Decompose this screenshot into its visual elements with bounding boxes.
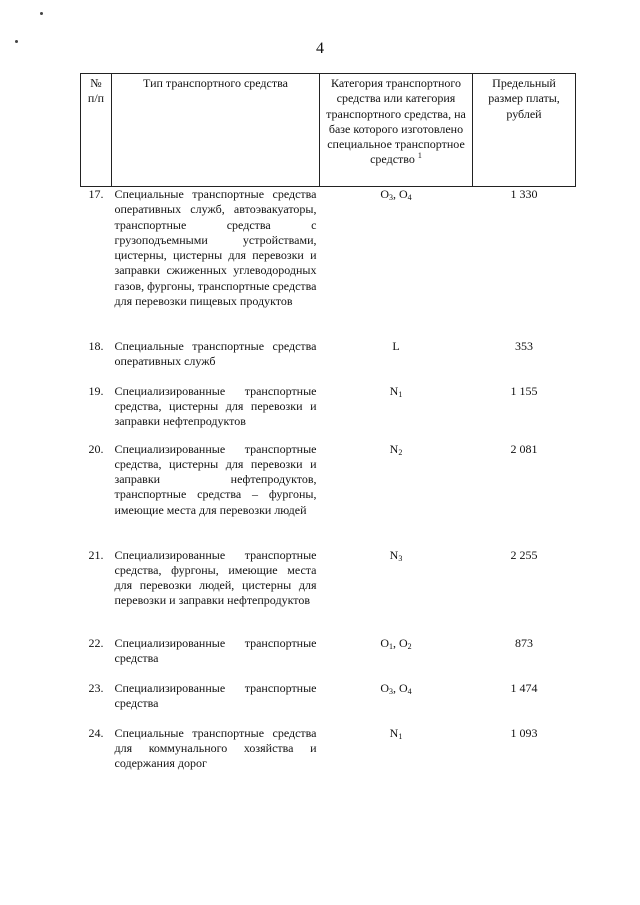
category-letter: O	[399, 187, 408, 201]
row-number: 21.	[88, 547, 104, 562]
row-number: 22.	[88, 635, 104, 650]
category-subscript: 3	[398, 553, 403, 563]
header-category-footnote: 1	[417, 151, 422, 161]
header-number: № п/п	[81, 74, 112, 187]
row-number: 24.	[88, 725, 104, 740]
row-category: $O_3$, $O_4$	[380, 680, 412, 696]
row-category: $O_1$, $O_2$	[380, 635, 412, 651]
row-fee: 873	[515, 635, 533, 650]
row-fee: 1 330	[510, 187, 538, 201]
header-fee: Предельный размер платы, рублей	[473, 74, 576, 187]
category-letter: N	[389, 441, 399, 456]
row-category	[320, 726, 473, 786]
row-vehicle-type: Специализированные транспортные средства	[114, 635, 317, 665]
category-subscript: 1	[398, 731, 403, 741]
row-fee: 353	[515, 338, 533, 353]
category-subscript: 1	[398, 389, 403, 399]
row-number: 19.	[88, 383, 104, 398]
table-row	[81, 548, 576, 636]
row-vehicle-type: Специальные транспортные средства для коммунального хозяйства и содержания дорог	[114, 725, 317, 771]
table-row	[81, 681, 576, 726]
table-row	[81, 442, 576, 548]
row-fee: 1 474	[510, 680, 538, 695]
table-row	[81, 187, 576, 339]
category-subscript: 1	[389, 641, 393, 651]
row-vehicle-type: Специальные транспортные средства оперативных служб	[114, 338, 317, 368]
header-category	[320, 74, 473, 187]
row-category	[320, 442, 473, 548]
category-letter: O	[399, 680, 408, 695]
row-number: 23.	[88, 680, 104, 695]
category-subscript: 3	[389, 686, 393, 696]
row-fee: 2 081	[510, 441, 538, 456]
category-letter: O	[380, 635, 389, 650]
category-subscript: 4	[407, 686, 412, 696]
category-subscript: 4	[407, 193, 412, 202]
category-letter: O	[380, 187, 389, 201]
category-letter: N	[389, 547, 399, 562]
row-category	[320, 339, 473, 384]
row-category	[320, 548, 473, 636]
scan-speck	[40, 12, 43, 15]
table-body	[81, 187, 576, 786]
category-letter: O	[380, 680, 389, 695]
page-number: 4	[316, 40, 324, 57]
row-vehicle-type: Специализированные транспортные средства, цистерны для перевозки и заправки нефтепродуктов	[114, 383, 317, 429]
row-vehicle-type: Специализированные транспортные средства, фургоны, имеющие места для перевозки людей, цистерны для перевозки и заправки нефтепродуктов	[114, 547, 317, 608]
header-vehicle-type: Тип транспортного средства	[112, 74, 320, 187]
header-category-text: Категория транспортного средства или категория транспортного средства, на базе которого изготовлено специальное транспортное средство	[326, 76, 466, 167]
row-vehicle-type: Специализированные транспортные средства	[114, 680, 317, 710]
category-subscript: 3	[389, 193, 393, 202]
category-letter: L	[392, 338, 400, 353]
row-vehicle-type: Специализированные транспортные средства, цистерны для перевозки и заправки нефтепродуктов, транспортные средства – фургоны, имеющие места для перевозки людей	[114, 441, 317, 517]
category-letter: N	[389, 383, 399, 398]
row-number: 20.	[88, 441, 104, 456]
table-row	[81, 636, 576, 681]
row-category: $O_3$, $O_4$	[380, 187, 412, 202]
table-header-row	[81, 74, 576, 187]
category-subscript: 2	[398, 447, 403, 457]
row-number: 18.	[88, 338, 104, 353]
table-row	[81, 384, 576, 442]
row-fee: 1 155	[510, 383, 538, 398]
category-letter: N	[389, 725, 399, 740]
scan-speck	[15, 40, 18, 43]
row-vehicle-type: Специальные транспортные средства оперативных служб, автоэвакуаторы, транспортные средства с грузоподъемными устройствами, цистерны, цистерны для перевозки и заправки сжиженных углеводородных газов, фургоны, транспортные средства для перевозки пищевых продуктов	[114, 187, 317, 309]
row-number: 17.	[88, 187, 104, 201]
row-fee: 1 093	[510, 725, 538, 740]
category-letter: O	[399, 635, 408, 650]
category-subscript: 2	[407, 641, 412, 651]
fee-table	[80, 73, 576, 786]
row-fee: 2 255	[510, 547, 538, 562]
table-row	[81, 726, 576, 786]
row-category	[320, 384, 473, 442]
table-row	[81, 339, 576, 384]
